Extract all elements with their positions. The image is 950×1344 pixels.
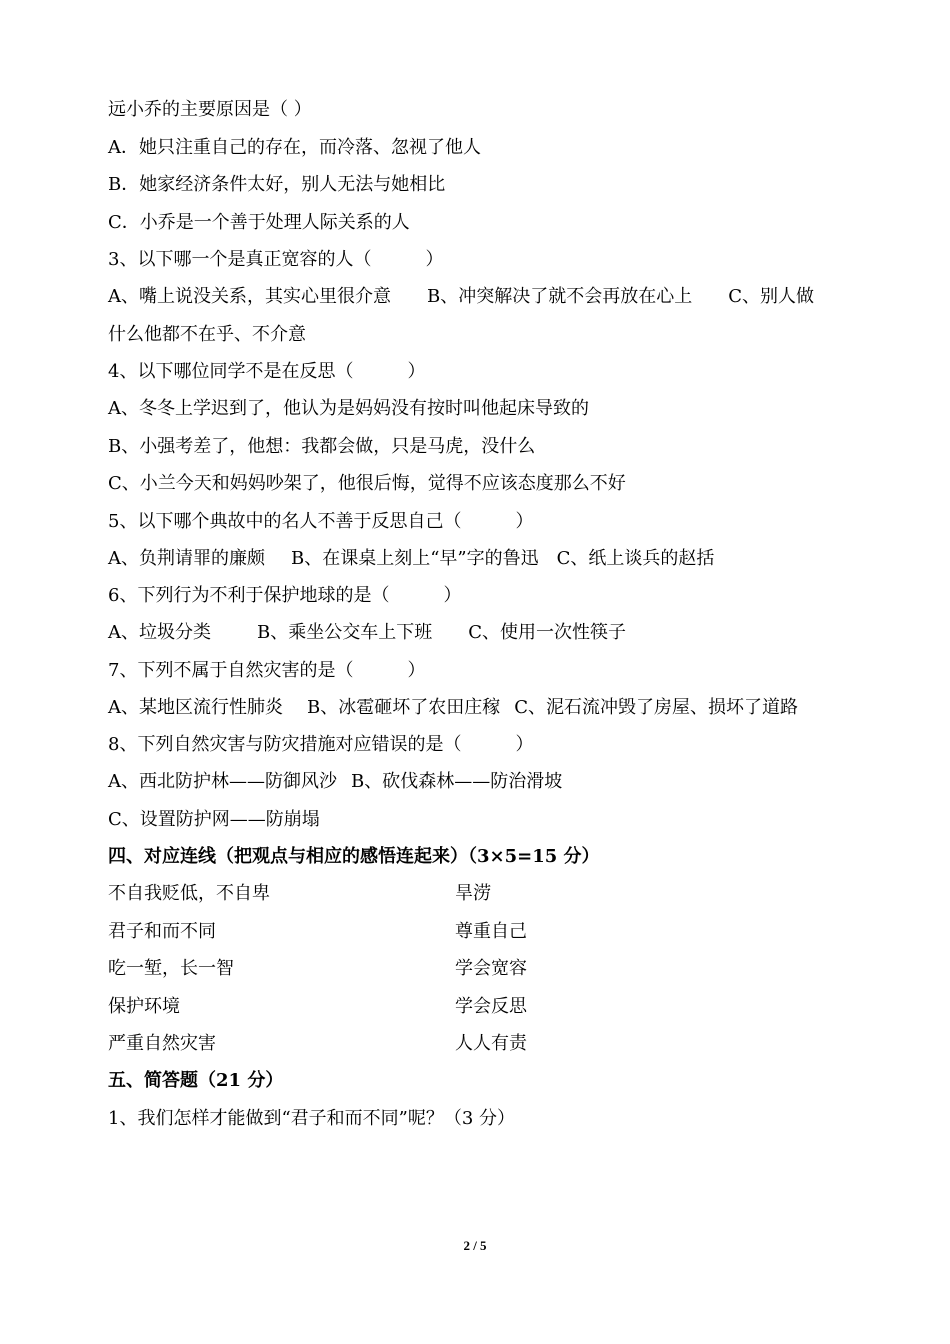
q8-option-a: A、西北防护林——防御风沙 [108,771,337,792]
q6-option-b: B、乘坐公交车上下班 [257,622,433,643]
q4-option-b: B、小强考差了，他想：我都会做，只是马虎，没什么 [108,436,536,457]
match-right-item: 旱涝 [455,883,491,904]
section5-q1: 1、我们怎样才能做到“君子和而不同”呢？（3 分） [108,1108,516,1129]
q7-option-b: B、冰雹砸坏了农田庄稼 [307,697,501,718]
q5-option-b: B、在课桌上刻上“早”字的鲁迅 [291,548,539,569]
q8-stem: 8、下列自然灾害与防灾措施对应错误的是（ ） [108,734,534,755]
q6-option-a: A、垃圾分类 [108,622,211,643]
match-left-item: 吃一堑，长一智 [108,958,234,979]
section5-title: 五、简答题（21 分） [108,1070,284,1091]
q2-option-c: C．小乔是一个善于处理人际关系的人 [108,212,410,233]
q5-option-c: C、纸上谈兵的赵括 [556,548,715,569]
q6-option-c: C、使用一次性筷子 [468,622,627,643]
q7-options-row [108,696,798,720]
match-right-item: 学会反思 [455,996,527,1017]
q6-options-row [108,621,626,645]
q5-option-a: A、负荆请罪的廉颇 [108,548,265,569]
q3-option-c-part2: 什么他都不在乎、不介意 [108,324,306,345]
q4-option-a: A、冬冬上学迟到了，他认为是妈妈没有按时叫他起床导致的 [108,398,589,419]
q4-option-c: C、小兰今天和妈妈吵架了，他很后悔，觉得不应该态度那么不好 [108,473,626,494]
q3-option-c-part1: C、别人做 [728,286,815,307]
q4-stem: 4、以下哪位同学不是在反思（ ） [108,361,426,382]
q3-option-a: A、嘴上说没关系，其实心里很介意 [108,286,391,307]
match-right-item: 人人有责 [455,1033,527,1054]
q3-option-b: B、冲突解决了就不会再放在心上 [427,286,693,307]
q7-stem: 7、下列不属于自然灾害的是（ ） [108,660,426,681]
q7-option-c: C、泥石流冲毁了房屋、损坏了道路 [514,697,799,718]
q8-option-c: C、设置防护网——防崩塌 [108,809,320,830]
match-left-item: 不自我贬低，不自卑 [108,883,270,904]
q3-stem: 3、以下哪一个是真正宽容的人（ ） [108,249,444,270]
q5-stem: 5、以下哪个典故中的名人不善于反思自己（ ） [108,511,534,532]
q6-stem: 6、下列行为不利于保护地球的是（ ） [108,585,462,606]
match-right-item: 学会宽容 [455,958,527,979]
q2-option-b: B．她家经济条件太好，别人无法与她相比 [108,174,446,195]
page-number: 2 / 5 [463,1238,487,1253]
section4-title: 四、对应连线（把观点与相应的感悟连起来）（3×5=15 分） [108,846,600,867]
q7-option-a: A、某地区流行性肺炎 [108,697,283,718]
q2-stem-tail: 远小乔的主要原因是（ ） [108,99,312,120]
q3-options-row [108,285,814,309]
match-left-item: 保护环境 [108,996,180,1017]
match-right-item: 尊重自己 [455,921,527,942]
q8-option-b: B、砍伐森林——防治滑坡 [351,771,563,792]
match-left-item: 君子和而不同 [108,921,216,942]
q5-options-row [108,547,714,571]
q8-options-row [108,770,562,794]
match-left-item: 严重自然灾害 [108,1033,216,1054]
q2-option-a: A．她只注重自己的存在，而冷落、忽视了他人 [108,137,481,158]
